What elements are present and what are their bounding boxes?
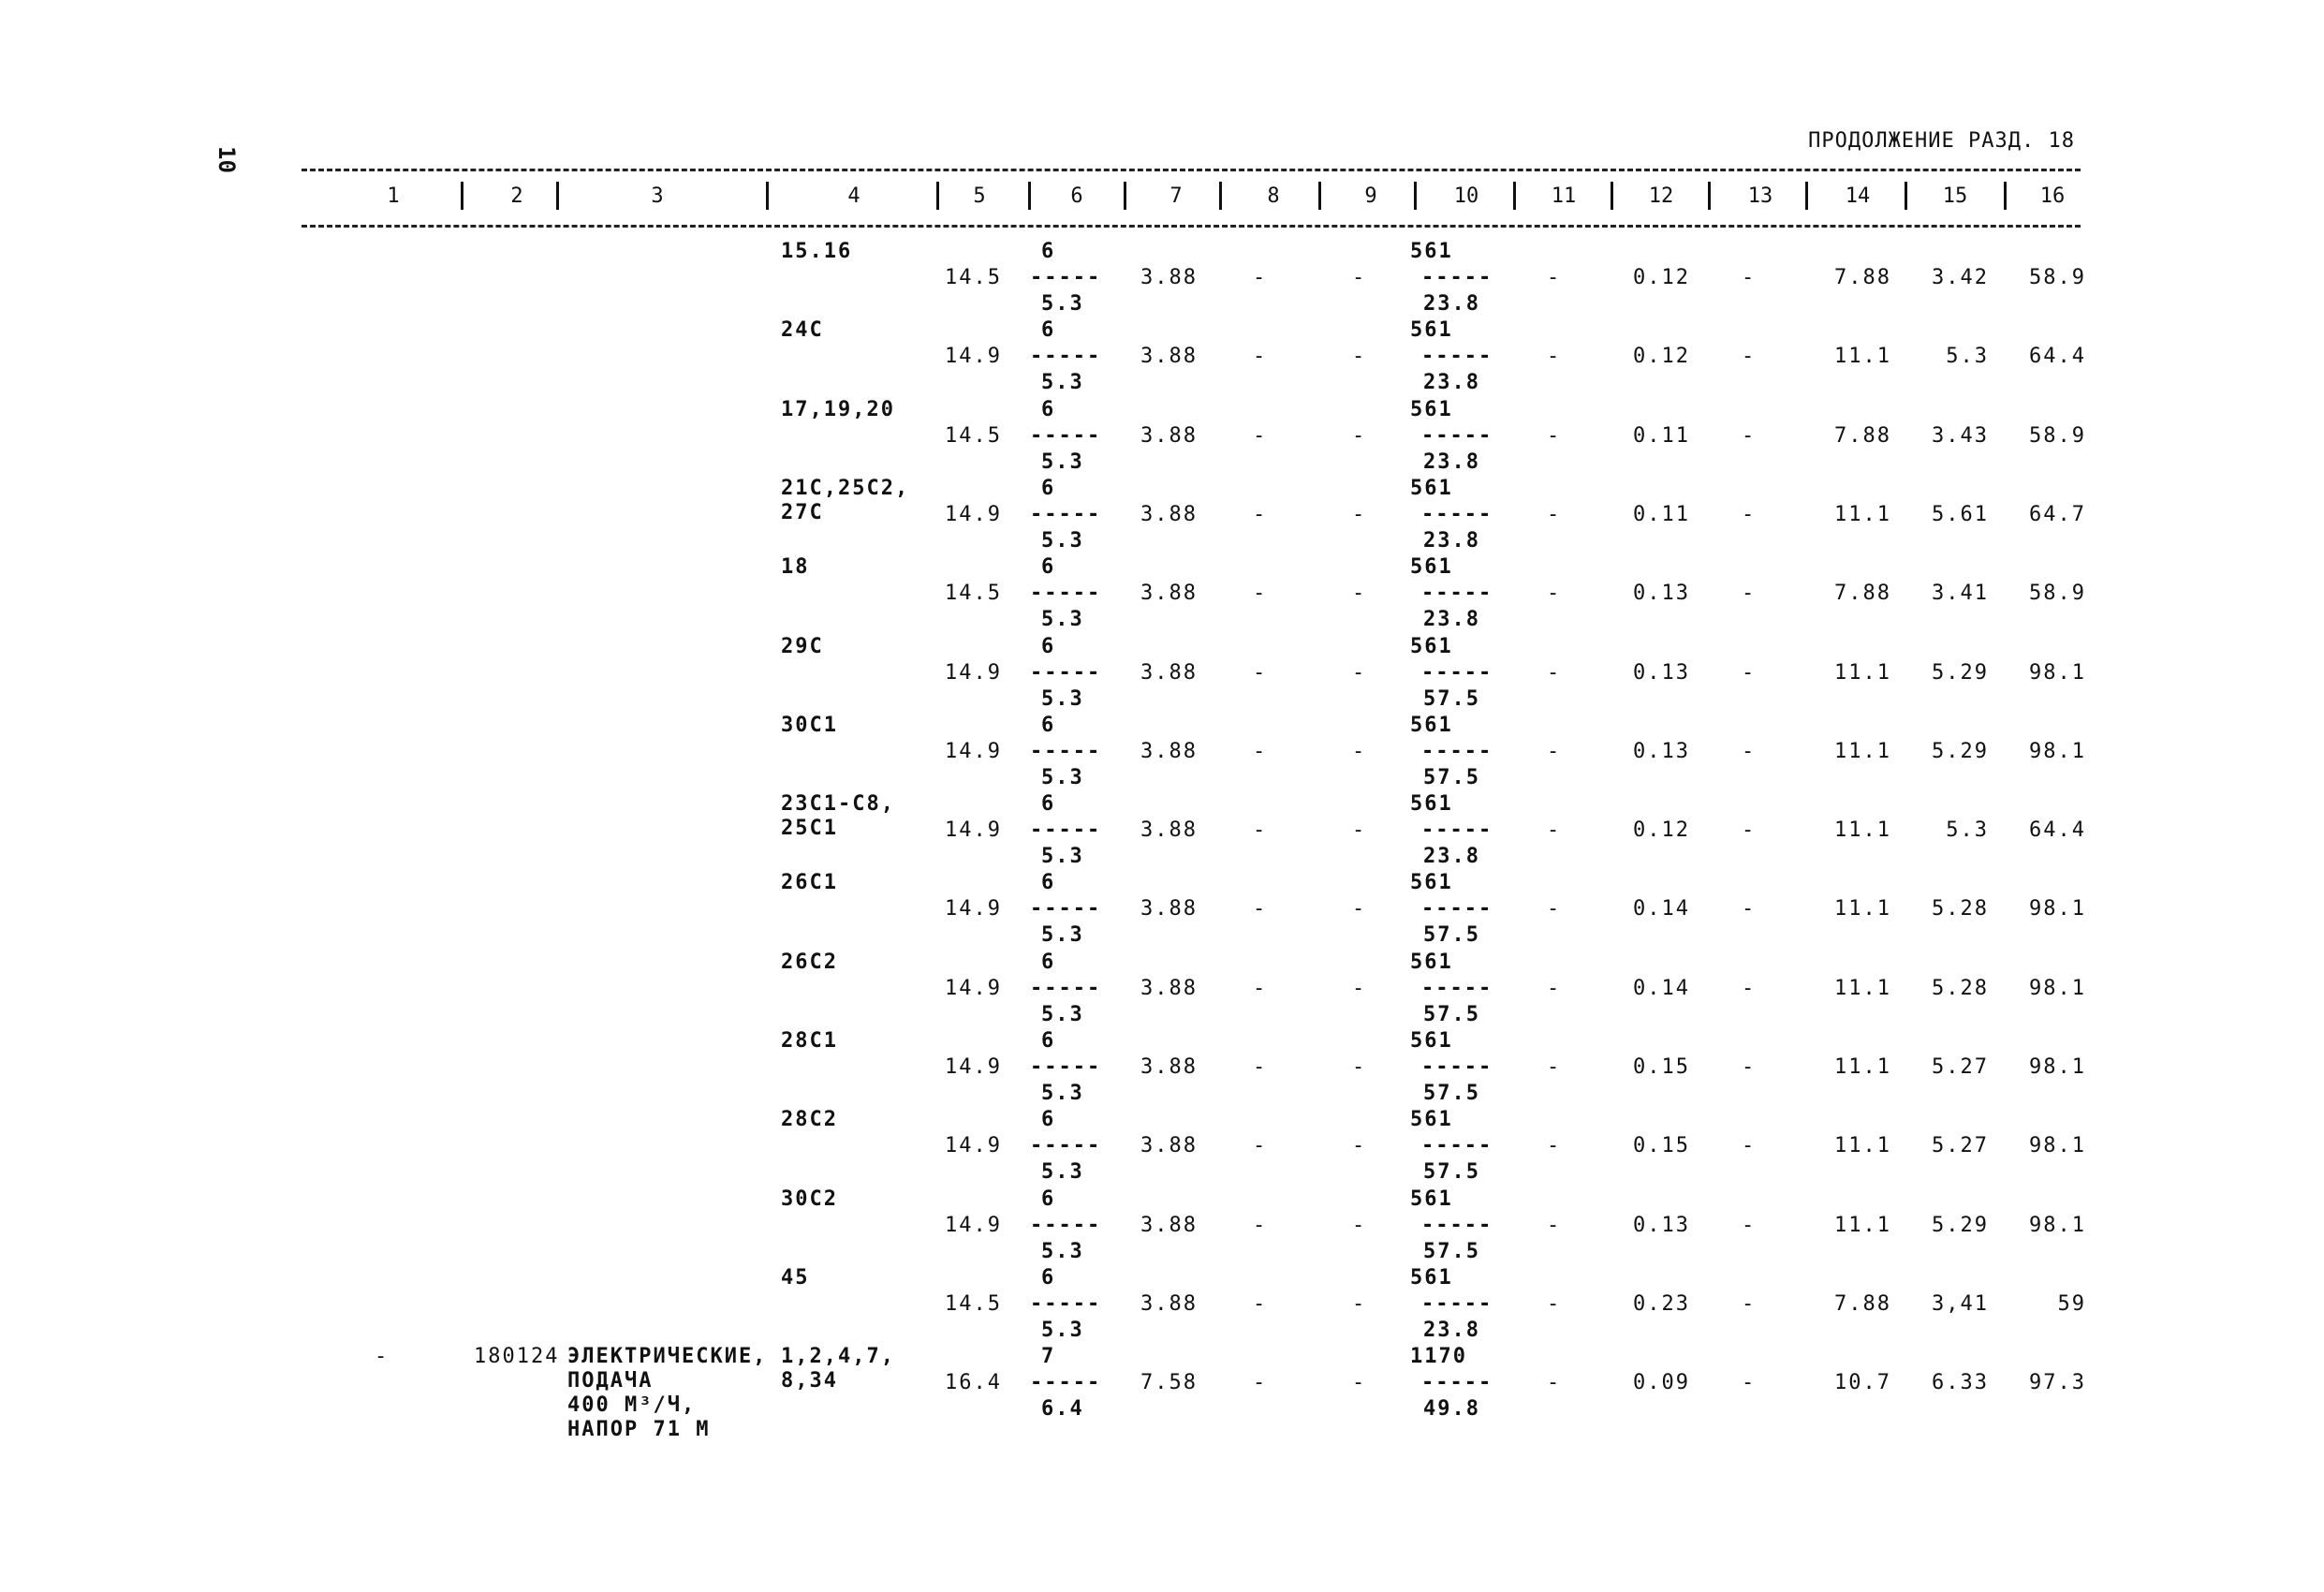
- cell-col12: 0.12: [1633, 818, 1690, 842]
- cell-col11: -: [1547, 424, 1562, 448]
- cell-col12: 0.13: [1633, 661, 1690, 685]
- cell-col15: 6.33: [1932, 1371, 1989, 1394]
- cell-col10-fraction-line: -----: [1421, 266, 1493, 289]
- cell-col12: 0.15: [1633, 1134, 1690, 1157]
- cell-col14: 11.1: [1834, 977, 1891, 1000]
- cell-col10-numerator: 1170: [1410, 1345, 1467, 1368]
- cell-col10-denominator: 57.5: [1423, 923, 1480, 947]
- column-header-3: 3: [651, 184, 664, 208]
- cell-col6-denominator: 5.3: [1041, 1240, 1084, 1263]
- cell-col10-denominator: 57.5: [1423, 1003, 1480, 1026]
- cell-col5: 14.5: [945, 1292, 1002, 1316]
- cell-col14: 11.1: [1834, 503, 1891, 526]
- cell-col7: 3.88: [1140, 266, 1198, 289]
- cell-col16: 64.4: [2029, 818, 2086, 842]
- cell-col10-denominator: 57.5: [1423, 1160, 1480, 1184]
- cell-col6-fraction-line: -----: [1030, 582, 1102, 605]
- column-header-9: 9: [1364, 184, 1377, 208]
- cell-col6-fraction-line: -----: [1030, 661, 1102, 685]
- cell-col13: -: [1742, 266, 1757, 289]
- cell-col6-fraction-line: -----: [1030, 1134, 1102, 1157]
- cell-col10-numerator: 561: [1410, 635, 1453, 658]
- cell-col15: 5.28: [1932, 977, 1989, 1000]
- column-header-15: 15: [1942, 184, 1968, 208]
- cell-col10-fraction-line: -----: [1421, 661, 1493, 685]
- cell-col5: 14.9: [945, 818, 1002, 842]
- cell-col5: 16.4: [945, 1371, 1002, 1394]
- cell-col9: -: [1352, 661, 1367, 685]
- cell-col13: -: [1742, 345, 1757, 368]
- cell-col16: 64.7: [2029, 503, 2086, 526]
- cell-col8: -: [1253, 345, 1268, 368]
- cell-col2: 180124: [474, 1345, 560, 1368]
- cell-col5: 14.9: [945, 740, 1002, 763]
- cell-col7: 3.88: [1140, 740, 1198, 763]
- cell-col5: 14.9: [945, 977, 1002, 1000]
- cell-col16: 98.1: [2029, 1134, 2086, 1157]
- column-header-7: 7: [1169, 184, 1183, 208]
- column-separator: [461, 182, 463, 210]
- cell-col10-fraction-line: -----: [1421, 1134, 1493, 1157]
- cell-col9: -: [1352, 1371, 1367, 1394]
- cell-col5: 14.5: [945, 424, 1002, 448]
- cell-col10-fraction-line: -----: [1421, 897, 1493, 921]
- cell-col6-numerator: 6: [1041, 792, 1056, 816]
- cell-col6-numerator: 6: [1041, 1187, 1056, 1211]
- cell-col4: 30С1: [781, 714, 838, 737]
- cell-col10-denominator: 49.8: [1423, 1397, 1480, 1421]
- cell-col8: -: [1253, 1292, 1268, 1316]
- cell-col5: 14.5: [945, 266, 1002, 289]
- cell-col7: 3.88: [1140, 582, 1198, 605]
- cell-col13: -: [1742, 740, 1757, 763]
- cell-col4: 26С2: [781, 951, 838, 974]
- cell-col6-numerator: 6: [1041, 635, 1056, 658]
- cell-col12: 0.14: [1633, 977, 1690, 1000]
- continuation-header: ПРОДОЛЖЕНИЕ РАЗД. 18: [1808, 129, 2075, 153]
- cell-col8: -: [1253, 582, 1268, 605]
- cell-col10-denominator: 23.8: [1423, 450, 1480, 474]
- cell-col10-numerator: 561: [1410, 1029, 1453, 1053]
- cell-col15: 3.43: [1932, 424, 1989, 448]
- cell-col6-fraction-line: -----: [1030, 345, 1102, 368]
- cell-col14: 7.88: [1834, 266, 1891, 289]
- cell-col10-numerator: 561: [1410, 1108, 1453, 1131]
- cell-col4: 30С2: [781, 1187, 838, 1211]
- cell-col10-numerator: 561: [1410, 1187, 1453, 1211]
- cell-col7: 3.88: [1140, 818, 1198, 842]
- cell-col10-denominator: 57.5: [1423, 1240, 1480, 1263]
- cell-col11: -: [1547, 897, 1562, 921]
- page-number: 10: [213, 146, 240, 173]
- cell-col1: -: [375, 1345, 390, 1368]
- cell-col8: -: [1253, 1214, 1268, 1237]
- cell-col16: 59: [2057, 1292, 2086, 1316]
- cell-col6-denominator: 5.3: [1041, 529, 1084, 553]
- cell-col11: -: [1547, 266, 1562, 289]
- cell-col13: -: [1742, 1292, 1757, 1316]
- cell-col12: 0.14: [1633, 897, 1690, 921]
- cell-col14: 11.1: [1834, 345, 1891, 368]
- cell-col6-numerator: 6: [1041, 1266, 1056, 1290]
- cell-col6-denominator: 5.3: [1041, 687, 1084, 711]
- cell-col10-numerator: 561: [1410, 714, 1453, 737]
- cell-col9: -: [1352, 897, 1367, 921]
- cell-col10-denominator: 23.8: [1423, 529, 1480, 553]
- cell-col16: 98.1: [2029, 661, 2086, 685]
- cell-col12: 0.23: [1633, 1292, 1690, 1316]
- cell-col6-fraction-line: -----: [1030, 424, 1102, 448]
- cell-col15: 3,41: [1932, 1292, 1989, 1316]
- cell-col15: 5.27: [1932, 1055, 1989, 1079]
- cell-col6-fraction-line: -----: [1030, 740, 1102, 763]
- cell-col5: 14.9: [945, 345, 1002, 368]
- cell-col7: 3.88: [1140, 1292, 1198, 1316]
- cell-col4: 21С,25С2, 27С: [781, 477, 910, 524]
- cell-col10-fraction-line: -----: [1421, 582, 1493, 605]
- cell-col6-denominator: 5.3: [1041, 845, 1084, 868]
- cell-col4: 45: [781, 1266, 810, 1290]
- cell-col6-denominator: 5.3: [1041, 608, 1084, 631]
- cell-col12: 0.15: [1633, 1055, 1690, 1079]
- cell-col11: -: [1547, 345, 1562, 368]
- cell-col11: -: [1547, 661, 1562, 685]
- cell-col7: 3.88: [1140, 424, 1198, 448]
- cell-col6-fraction-line: -----: [1030, 1292, 1102, 1316]
- column-header-2: 2: [510, 184, 523, 208]
- cell-col6-numerator: 6: [1041, 240, 1056, 263]
- cell-col16: 64.4: [2029, 345, 2086, 368]
- cell-col9: -: [1352, 977, 1367, 1000]
- cell-col7: 3.88: [1140, 1214, 1198, 1237]
- cell-col6-numerator: 6: [1041, 1108, 1056, 1131]
- cell-col12: 0.11: [1633, 503, 1690, 526]
- cell-col10-denominator: 57.5: [1423, 766, 1480, 789]
- cell-col5: 14.9: [945, 661, 1002, 685]
- cell-col16: 58.9: [2029, 424, 2086, 448]
- cell-col9: -: [1352, 740, 1367, 763]
- cell-col16: 98.1: [2029, 977, 2086, 1000]
- cell-col10-denominator: 23.8: [1423, 1319, 1480, 1342]
- column-separator: [1905, 182, 1907, 210]
- cell-col8: -: [1253, 1134, 1268, 1157]
- cell-col6-fraction-line: -----: [1030, 1214, 1102, 1237]
- cell-col4: 1,2,4,7, 8,34: [781, 1345, 895, 1393]
- cell-col13: -: [1742, 503, 1757, 526]
- cell-col16: 98.1: [2029, 740, 2086, 763]
- cell-col11: -: [1547, 1371, 1562, 1394]
- cell-col15: 5.29: [1932, 1214, 1989, 1237]
- cell-col7: 3.88: [1140, 661, 1198, 685]
- cell-col6-denominator: 5.3: [1041, 1319, 1084, 1342]
- cell-col10-fraction-line: -----: [1421, 1055, 1493, 1079]
- column-header-11: 11: [1551, 184, 1577, 208]
- cell-col11: -: [1547, 582, 1562, 605]
- column-separator: [1124, 182, 1126, 210]
- cell-col13: -: [1742, 1371, 1757, 1394]
- column-header-14: 14: [1845, 184, 1871, 208]
- header-top-rule: [302, 169, 2081, 171]
- cell-col15: 5.28: [1932, 897, 1989, 921]
- cell-col16: 98.1: [2029, 1214, 2086, 1237]
- cell-col6-fraction-line: -----: [1030, 266, 1102, 289]
- column-separator: [936, 182, 939, 210]
- cell-col10-numerator: 561: [1410, 792, 1453, 816]
- cell-col4: 23С1-С8, 25С1: [781, 792, 895, 840]
- cell-col10-fraction-line: -----: [1421, 1371, 1493, 1394]
- cell-col4: 29С: [781, 635, 824, 658]
- column-separator: [1611, 182, 1613, 210]
- column-header-6: 6: [1070, 184, 1083, 208]
- cell-col6-numerator: 6: [1041, 398, 1056, 421]
- cell-col14: 11.1: [1834, 661, 1891, 685]
- cell-col7: 3.88: [1140, 897, 1198, 921]
- cell-col11: -: [1547, 818, 1562, 842]
- cell-col10-denominator: 23.8: [1423, 845, 1480, 868]
- cell-col4: 28С2: [781, 1108, 838, 1131]
- cell-col15: 5.3: [1946, 818, 1989, 842]
- column-separator: [1028, 182, 1031, 210]
- cell-col16: 97.3: [2029, 1371, 2086, 1394]
- cell-col11: -: [1547, 977, 1562, 1000]
- cell-col9: -: [1352, 1134, 1367, 1157]
- cell-col6-numerator: 6: [1041, 951, 1056, 974]
- column-separator: [1513, 182, 1516, 210]
- cell-col10-fraction-line: -----: [1421, 1214, 1493, 1237]
- cell-col10-numerator: 561: [1410, 398, 1453, 421]
- cell-col8: -: [1253, 897, 1268, 921]
- cell-col6-fraction-line: -----: [1030, 1055, 1102, 1079]
- cell-col14: 11.1: [1834, 740, 1891, 763]
- cell-col8: -: [1253, 424, 1268, 448]
- column-separator: [2004, 182, 2007, 210]
- column-separator: [1708, 182, 1711, 210]
- cell-col16: 58.9: [2029, 582, 2086, 605]
- cell-col12: 0.12: [1633, 266, 1690, 289]
- cell-col4: 18: [781, 555, 810, 579]
- cell-col16: 98.1: [2029, 1055, 2086, 1079]
- cell-col6-numerator: 7: [1041, 1345, 1056, 1368]
- cell-col15: 5.61: [1932, 503, 1989, 526]
- cell-col12: 0.13: [1633, 740, 1690, 763]
- cell-col16: 98.1: [2029, 897, 2086, 921]
- cell-col15: 3.41: [1932, 582, 1989, 605]
- cell-col7: 3.88: [1140, 977, 1198, 1000]
- cell-col16: 58.9: [2029, 266, 2086, 289]
- cell-col8: -: [1253, 266, 1268, 289]
- cell-col10-fraction-line: -----: [1421, 1292, 1493, 1316]
- cell-col5: 14.9: [945, 1214, 1002, 1237]
- cell-col10-fraction-line: -----: [1421, 424, 1493, 448]
- cell-col6-denominator: 5.3: [1041, 766, 1084, 789]
- cell-col9: -: [1352, 345, 1367, 368]
- cell-col5: 14.9: [945, 1134, 1002, 1157]
- cell-col5: 14.9: [945, 1055, 1002, 1079]
- cell-col10-denominator: 57.5: [1423, 687, 1480, 711]
- cell-col4: 28С1: [781, 1029, 838, 1053]
- column-header-5: 5: [973, 184, 986, 208]
- column-separator: [1414, 182, 1417, 210]
- cell-col7: 3.88: [1140, 345, 1198, 368]
- cell-col6-denominator: 6.4: [1041, 1397, 1084, 1421]
- cell-col7: 3.88: [1140, 1134, 1198, 1157]
- cell-col13: -: [1742, 661, 1757, 685]
- cell-col14: 7.88: [1834, 582, 1891, 605]
- cell-col15: 5.3: [1946, 345, 1989, 368]
- cell-col5: 14.9: [945, 897, 1002, 921]
- cell-col9: -: [1352, 818, 1367, 842]
- column-header-12: 12: [1648, 184, 1674, 208]
- cell-col11: -: [1547, 503, 1562, 526]
- cell-col15: 5.29: [1932, 740, 1989, 763]
- cell-col13: -: [1742, 897, 1757, 921]
- column-separator: [556, 182, 559, 210]
- cell-col4: 26С1: [781, 871, 838, 894]
- cell-col13: -: [1742, 818, 1757, 842]
- cell-col10-fraction-line: -----: [1421, 503, 1493, 526]
- cell-col14: 7.88: [1834, 1292, 1891, 1316]
- cell-col14: 11.1: [1834, 897, 1891, 921]
- column-separator: [766, 182, 769, 210]
- cell-col6-fraction-line: -----: [1030, 897, 1102, 921]
- cell-col8: -: [1253, 977, 1268, 1000]
- cell-col15: 3.42: [1932, 266, 1989, 289]
- cell-col6-numerator: 6: [1041, 555, 1056, 579]
- cell-col10-denominator: 23.8: [1423, 371, 1480, 394]
- cell-col6-numerator: 6: [1041, 871, 1056, 894]
- cell-col9: -: [1352, 424, 1367, 448]
- cell-col14: 11.1: [1834, 1134, 1891, 1157]
- cell-col6-numerator: 6: [1041, 1029, 1056, 1053]
- cell-col8: -: [1253, 740, 1268, 763]
- cell-col11: -: [1547, 740, 1562, 763]
- column-header-10: 10: [1453, 184, 1479, 208]
- cell-col13: -: [1742, 424, 1757, 448]
- cell-col14: 11.1: [1834, 1055, 1891, 1079]
- cell-col6-fraction-line: -----: [1030, 503, 1102, 526]
- cell-col3: ЭЛЕКТРИЧЕСКИЕ, ПОДАЧА 400 М³/Ч, НАПОР 71 М: [567, 1345, 768, 1441]
- column-separator: [1318, 182, 1321, 210]
- cell-col4: 24С: [781, 318, 824, 342]
- cell-col11: -: [1547, 1292, 1562, 1316]
- cell-col6-denominator: 5.3: [1041, 1003, 1084, 1026]
- cell-col14: 10.7: [1834, 1371, 1891, 1394]
- cell-col9: -: [1352, 582, 1367, 605]
- cell-col10-denominator: 57.5: [1423, 1082, 1480, 1105]
- cell-col10-numerator: 561: [1410, 871, 1453, 894]
- column-header-4: 4: [847, 184, 860, 208]
- column-header-13: 13: [1747, 184, 1773, 208]
- cell-col6-numerator: 6: [1041, 477, 1056, 500]
- column-header-1: 1: [387, 184, 400, 208]
- cell-col5: 14.5: [945, 582, 1002, 605]
- column-header-16: 16: [2039, 184, 2066, 208]
- cell-col11: -: [1547, 1055, 1562, 1079]
- cell-col5: 14.9: [945, 503, 1002, 526]
- cell-col8: -: [1253, 1371, 1268, 1394]
- cell-col7: 7.58: [1140, 1371, 1198, 1394]
- cell-col6-fraction-line: -----: [1030, 1371, 1102, 1394]
- cell-col7: 3.88: [1140, 503, 1198, 526]
- cell-col13: -: [1742, 1214, 1757, 1237]
- column-separator: [1219, 182, 1222, 210]
- cell-col9: -: [1352, 503, 1367, 526]
- cell-col12: 0.12: [1633, 345, 1690, 368]
- cell-col6-denominator: 5.3: [1041, 923, 1084, 947]
- cell-col12: 0.09: [1633, 1371, 1690, 1394]
- cell-col9: -: [1352, 1292, 1367, 1316]
- cell-col10-fraction-line: -----: [1421, 740, 1493, 763]
- cell-col9: -: [1352, 1055, 1367, 1079]
- header-bottom-rule: [302, 225, 2081, 228]
- cell-col15: 5.27: [1932, 1134, 1989, 1157]
- cell-col8: -: [1253, 818, 1268, 842]
- cell-col11: -: [1547, 1214, 1562, 1237]
- cell-col6-denominator: 5.3: [1041, 1082, 1084, 1105]
- cell-col9: -: [1352, 1214, 1367, 1237]
- column-separator: [1805, 182, 1808, 210]
- cell-col12: 0.11: [1633, 424, 1690, 448]
- cell-col10-numerator: 561: [1410, 555, 1453, 579]
- cell-col8: -: [1253, 503, 1268, 526]
- cell-col6-denominator: 5.3: [1041, 371, 1084, 394]
- cell-col6-denominator: 5.3: [1041, 1160, 1084, 1184]
- cell-col13: -: [1742, 1055, 1757, 1079]
- cell-col6-denominator: 5.3: [1041, 292, 1084, 316]
- cell-col6-numerator: 6: [1041, 714, 1056, 737]
- cell-col4: 17,19,20: [781, 398, 895, 421]
- cell-col13: -: [1742, 582, 1757, 605]
- cell-col10-fraction-line: -----: [1421, 818, 1493, 842]
- cell-col11: -: [1547, 1134, 1562, 1157]
- cell-col6-fraction-line: -----: [1030, 818, 1102, 842]
- cell-col6-fraction-line: -----: [1030, 977, 1102, 1000]
- column-header-8: 8: [1267, 184, 1280, 208]
- cell-col7: 3.88: [1140, 1055, 1198, 1079]
- cell-col10-denominator: 23.8: [1423, 608, 1480, 631]
- cell-col13: -: [1742, 1134, 1757, 1157]
- cell-col12: 0.13: [1633, 1214, 1690, 1237]
- cell-col14: 7.88: [1834, 424, 1891, 448]
- cell-col6-denominator: 5.3: [1041, 450, 1084, 474]
- cell-col10-numerator: 561: [1410, 1266, 1453, 1290]
- cell-col4: 15.16: [781, 240, 853, 263]
- cell-col15: 5.29: [1932, 661, 1989, 685]
- cell-col14: 11.1: [1834, 818, 1891, 842]
- cell-col12: 0.13: [1633, 582, 1690, 605]
- cell-col10-fraction-line: -----: [1421, 977, 1493, 1000]
- cell-col10-numerator: 561: [1410, 240, 1453, 263]
- cell-col9: -: [1352, 266, 1367, 289]
- cell-col13: -: [1742, 977, 1757, 1000]
- cell-col8: -: [1253, 1055, 1268, 1079]
- cell-col10-numerator: 561: [1410, 318, 1453, 342]
- cell-col6-numerator: 6: [1041, 318, 1056, 342]
- cell-col10-numerator: 561: [1410, 951, 1453, 974]
- cell-col10-fraction-line: -----: [1421, 345, 1493, 368]
- cell-col14: 11.1: [1834, 1214, 1891, 1237]
- cell-col10-denominator: 23.8: [1423, 292, 1480, 316]
- cell-col8: -: [1253, 661, 1268, 685]
- cell-col10-numerator: 561: [1410, 477, 1453, 500]
